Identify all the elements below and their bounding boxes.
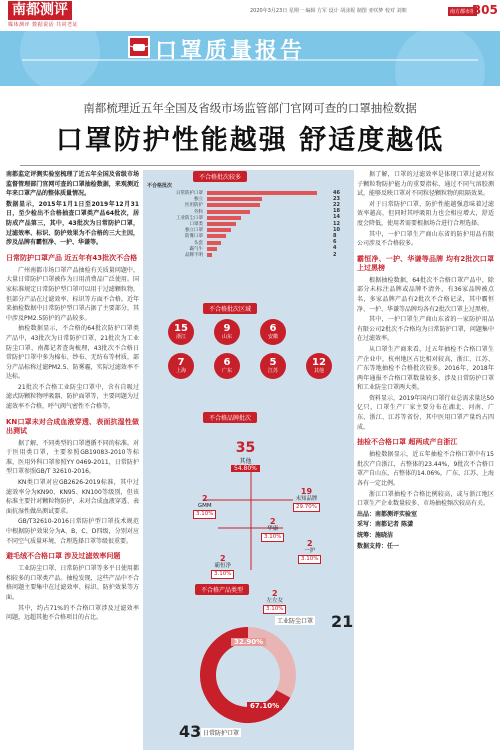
bar-value-label: 22 bbox=[333, 201, 340, 208]
paragraph: 根据抽检数据，64批次不合格口罩产品中，除部分未标注品牌或品牌不清外，有36家品牌被点名，多家品牌产品有2批次不合格记录，其中霸恒净、一护、华谦等品牌均各有2批次口罩上过黑榜。 bbox=[357, 276, 494, 313]
brand-pct: 29.70% bbox=[293, 503, 320, 512]
region-count: 15 bbox=[174, 323, 188, 334]
brands-chart-head: 不合格批次 bbox=[147, 183, 173, 189]
brand-title: 不合格品牌批次 bbox=[203, 412, 257, 423]
bar-category-label: 霸气牛 bbox=[189, 246, 203, 252]
brand-name: 未知品牌 bbox=[295, 496, 318, 502]
page-number: B05 bbox=[472, 3, 498, 17]
section-heading: 避毛绒不合格口罩 涉及过滤效率问题 bbox=[6, 552, 121, 561]
column-slogan: 媒体测评 数据说话 共同견证 bbox=[8, 22, 79, 28]
paragraph: 抽检数据显示，不合格的64批次防护口罩类产品中，43批次为日常防护口罩，21批次为工业防尘口罩，南都记者查询梳理，43批次不合格日常防护口罩中多为棉布、纱布、无纺布等材质，部分产品标称过滤PM2.5、防雾霾，实际过滤效率不达标。 bbox=[6, 325, 139, 381]
type-donut bbox=[143, 170, 354, 750]
article-column-right bbox=[357, 170, 494, 552]
divider bbox=[20, 165, 480, 166]
type-title: 不合格产品类型 bbox=[195, 584, 249, 595]
brand-name: 华康 bbox=[267, 526, 279, 532]
bar-value-label: 4 bbox=[333, 245, 337, 252]
paragraph: 数据显示，2015年1月1日至2019年12月31日，至少检出不合格抽查口罩类产品64批次，居防成产品第三，其中，43批次为日常防护口罩，过滤效率、标识、防护效果为不合格的三大主因，涉及品牌有霸恒净、一护、华谦等。 bbox=[6, 200, 139, 247]
region-name: 浙江 bbox=[175, 334, 186, 340]
region-count: 6 bbox=[269, 323, 277, 334]
bar-category-label: 头套 bbox=[194, 240, 203, 246]
bar-value-label: 8 bbox=[333, 232, 337, 239]
credit-line: 统筹：施晓洁 bbox=[357, 532, 394, 539]
brand-count: 2 bbox=[219, 554, 226, 563]
section-heading: 霸恒净、一护、华谦等品牌 均有2批次口罩上过黑榜 bbox=[357, 254, 494, 272]
region-name: 广东 bbox=[221, 368, 232, 374]
brand-main-count: 35 bbox=[235, 440, 256, 456]
brand-name: 霸恒净 bbox=[214, 563, 231, 569]
paragraph: 据了解，不同类型的口罩遵循不同的标准。对于医用类口罩，主要参照GB19083-2010等标准，医用外科口罩参照YY 0469-2011，日常防护型口罩参照GB/T 32610-2016。 bbox=[6, 439, 139, 476]
brand-name: 一护 bbox=[304, 548, 316, 554]
type-name: 工业防尘口罩 bbox=[277, 618, 314, 625]
region-count: 9 bbox=[223, 323, 231, 334]
bar-value-label: 18 bbox=[333, 208, 340, 215]
brand-count: 2 bbox=[306, 539, 313, 548]
section-heading: KN口罩未对合成血液穿透、表面抗湿性做出测试 bbox=[6, 417, 139, 435]
subheadline: 南都梳理近五年全国及省级市场监管部门官网可查的口罩抽检数据 bbox=[83, 101, 417, 115]
paragraph: 其中，一护口罩生产商山东省的防护用品有限公司涉及不合格较多。 bbox=[357, 230, 494, 248]
region-name: 上海 bbox=[175, 368, 186, 374]
region-count: 6 bbox=[223, 357, 231, 368]
region-count: 12 bbox=[312, 357, 326, 368]
type-pct: 32.90% bbox=[231, 638, 266, 646]
credit-line: 数据支持：任一 bbox=[357, 542, 400, 550]
credit-line: 出品：南都测评实验室 bbox=[357, 510, 418, 518]
brand-main-pct: 54.80% bbox=[231, 465, 260, 472]
region-name: 其他 bbox=[313, 368, 324, 374]
mask-icon bbox=[128, 36, 150, 58]
bar-category-label: 工业防尘口罩 bbox=[176, 215, 203, 221]
type-count: 21 bbox=[331, 612, 354, 631]
infographic-panel bbox=[143, 170, 354, 750]
paragraph: 其中，一护口罩生产商山东省的一家防护用品有限公司2批次不合格均为日常防护口罩，问题集中在过滤效率。 bbox=[357, 316, 494, 343]
paragraph: 抽检数据显示，近五年抽检不合格口罩中有15批次产自浙江，占整体的23.44%，9批次不合格口罩产自山东，占整体的14.06%，广东、江苏、上海各有一定比例。 bbox=[357, 451, 494, 488]
region-count: 7 bbox=[177, 357, 185, 368]
brand-count: 2 bbox=[271, 589, 278, 598]
paragraph: 工业防尘口罩、日常防护口罩等多平日使用都相较多的口罩类产品。抽检发现，这些产品中不合格问题主要集中在过滤效率、标识、防护效果等方面。 bbox=[6, 565, 139, 601]
bar-value-label: 10 bbox=[333, 226, 340, 233]
type-count: 43 bbox=[179, 722, 202, 741]
type-name: 日常防护口罩 bbox=[203, 730, 240, 737]
bar-value-label: 2 bbox=[333, 251, 337, 258]
bar-category-label: 外科 bbox=[194, 209, 203, 215]
bar-category-label: 日常防护口罩 bbox=[176, 191, 203, 196]
paragraph: GB/T32610-2016日常防护型口罩技术规范中根据防护效果分为A、B、C、D四级，分别对应不同空气质量环境，合理选择口罩等级很重要。 bbox=[6, 518, 139, 545]
paragraph: KN类口罩对应GB2626-2019标准，其中过滤效率分为KN90、KN95、KN100等级别，但该标准主要针对颗粒物防护，未对合成血液穿透、表面抗湿性做出测试要求。 bbox=[6, 479, 139, 515]
brand-name: 左左女 bbox=[266, 598, 283, 604]
bar-value-label: 23 bbox=[333, 195, 340, 202]
type-pct: 67.10% bbox=[247, 702, 282, 710]
paragraph: 从口罩生产商来看，过五年抽检不合格口罩生产企业中，杭州地区占比相对较高，浙江、江苏、广东等地抽检不合格批次较多。2016年、2018年两年通报不合格口罩数量较多，涉及日常防护口罩和工业防尘口罩两大类。 bbox=[357, 345, 494, 392]
paper-tag: 南方都市报 bbox=[450, 9, 476, 15]
section-heading: 抽检不合格口罩 超两成产自浙江 bbox=[357, 438, 458, 447]
regions-title: 不合格批次区域 bbox=[203, 303, 257, 314]
brand-count: 2 bbox=[269, 517, 276, 526]
bar-value-label: 46 bbox=[333, 189, 340, 196]
bar-value-label: 12 bbox=[333, 220, 340, 227]
bar-category-label: 防雾口罩 bbox=[185, 234, 203, 240]
lead-paragraph: 南都监定评测实验室梳理了近五年全国及省级市场监督管理部门官网可查的口罩抽检数据，来观测近年来口罩产品的整体质量情况。 bbox=[6, 171, 139, 198]
section-heading: 日常防护口罩产品 近五年有43批次不合格 bbox=[6, 253, 138, 262]
region-count: 5 bbox=[269, 357, 277, 368]
main-headline: 口罩防护性能越强 舒适度越低 bbox=[55, 125, 445, 156]
brand-pct: 3.10% bbox=[298, 555, 321, 564]
bar-category-label: 独立口罩 bbox=[185, 228, 203, 234]
paragraph: 据了解，口罩的过滤效率是体现口罩过滤对粒子颗粒物防护能力的重要指标，通过不同气溶胶测试，能够反映口罩对不同粒径颗粒物的阻隔效果。 bbox=[357, 171, 494, 198]
bar-category-label: 品牌不明 bbox=[185, 253, 203, 258]
paragraph: 浙江口罩抽检不合格比例较高，或与浙江地区口罩生产企业数量较多、市场抽检频次较高有关。 bbox=[357, 490, 494, 508]
region-name: 江苏 bbox=[267, 368, 278, 374]
region-name: 安徽 bbox=[267, 334, 278, 340]
paragraph: 对于日常防护口罩，防护性能越强意味着过滤效率越高，但同时其呼吸阻力也会相应增大，舒适度会降低，使用者需要根据场合进行合理选择。 bbox=[357, 200, 494, 227]
paragraph: 资料显示，2019年国内口罩行业总需求量达50亿只，口罩生产厂家主要分布在湖北、河南、广东、浙江、江苏等省份，其中医用口罩产量约占四成。 bbox=[357, 394, 494, 431]
paragraph: 21批次不合格工业防尘口罩中，含有自吸过滤式防颗粒物呼吸器、防护面罩等，主要问题为过滤效率不合格，呼气阀气密性不合格等。 bbox=[6, 383, 139, 411]
masthead bbox=[0, 0, 500, 30]
brand-name: GMM bbox=[197, 503, 212, 509]
bar-category-label: 口罩类 bbox=[189, 222, 203, 227]
brand-pct: 3.10% bbox=[211, 570, 234, 579]
article-column-left bbox=[6, 170, 139, 624]
brand-count: 2 bbox=[201, 494, 208, 503]
brands-chart-title: 不合格批次较多 bbox=[193, 171, 247, 182]
brand-main-label: 其他 bbox=[239, 458, 252, 465]
paragraph: 广州南都市场口罩产品抽检有关质量问题中，大量日常防护口罩被作为日用消费品广泛使用。国家标准规定日常防护型口罩可以用于过滤颗粒物，但部分产品在过滤效率、标识等方面不合格。近年来抽检数据中日常防护型口罩占据了主要部分，其中涉及PM2.5防护的产品较多。 bbox=[6, 266, 139, 322]
hero-title: 口罩质量报告 bbox=[155, 39, 306, 64]
paragraph: 其中，约占71%的不合格口罩涉及过滤效率问题，远超其他不合格项目的占比。 bbox=[6, 604, 139, 622]
brand-pct: 3.10% bbox=[193, 510, 216, 519]
brand-count: 19 bbox=[300, 487, 313, 496]
bar-value-label: 6 bbox=[333, 239, 337, 246]
brand-pct: 3.10% bbox=[261, 533, 284, 542]
column-title: 南都测评 bbox=[8, 1, 72, 20]
bar-category-label: 独立 bbox=[194, 197, 203, 203]
credit-line: 采写：南都记者 陈潇 bbox=[357, 521, 414, 529]
region-name: 山东 bbox=[221, 334, 232, 340]
bar-category-label: 医用防护 bbox=[185, 203, 203, 209]
brand-pct: 3.10% bbox=[263, 605, 286, 614]
date-line: 2020年3月23日 星期一 编辑 方军 设计 胡沫妮 制图 亚咲梦 校对 刘朝 bbox=[250, 8, 407, 14]
bar-value-label: 14 bbox=[333, 214, 340, 221]
